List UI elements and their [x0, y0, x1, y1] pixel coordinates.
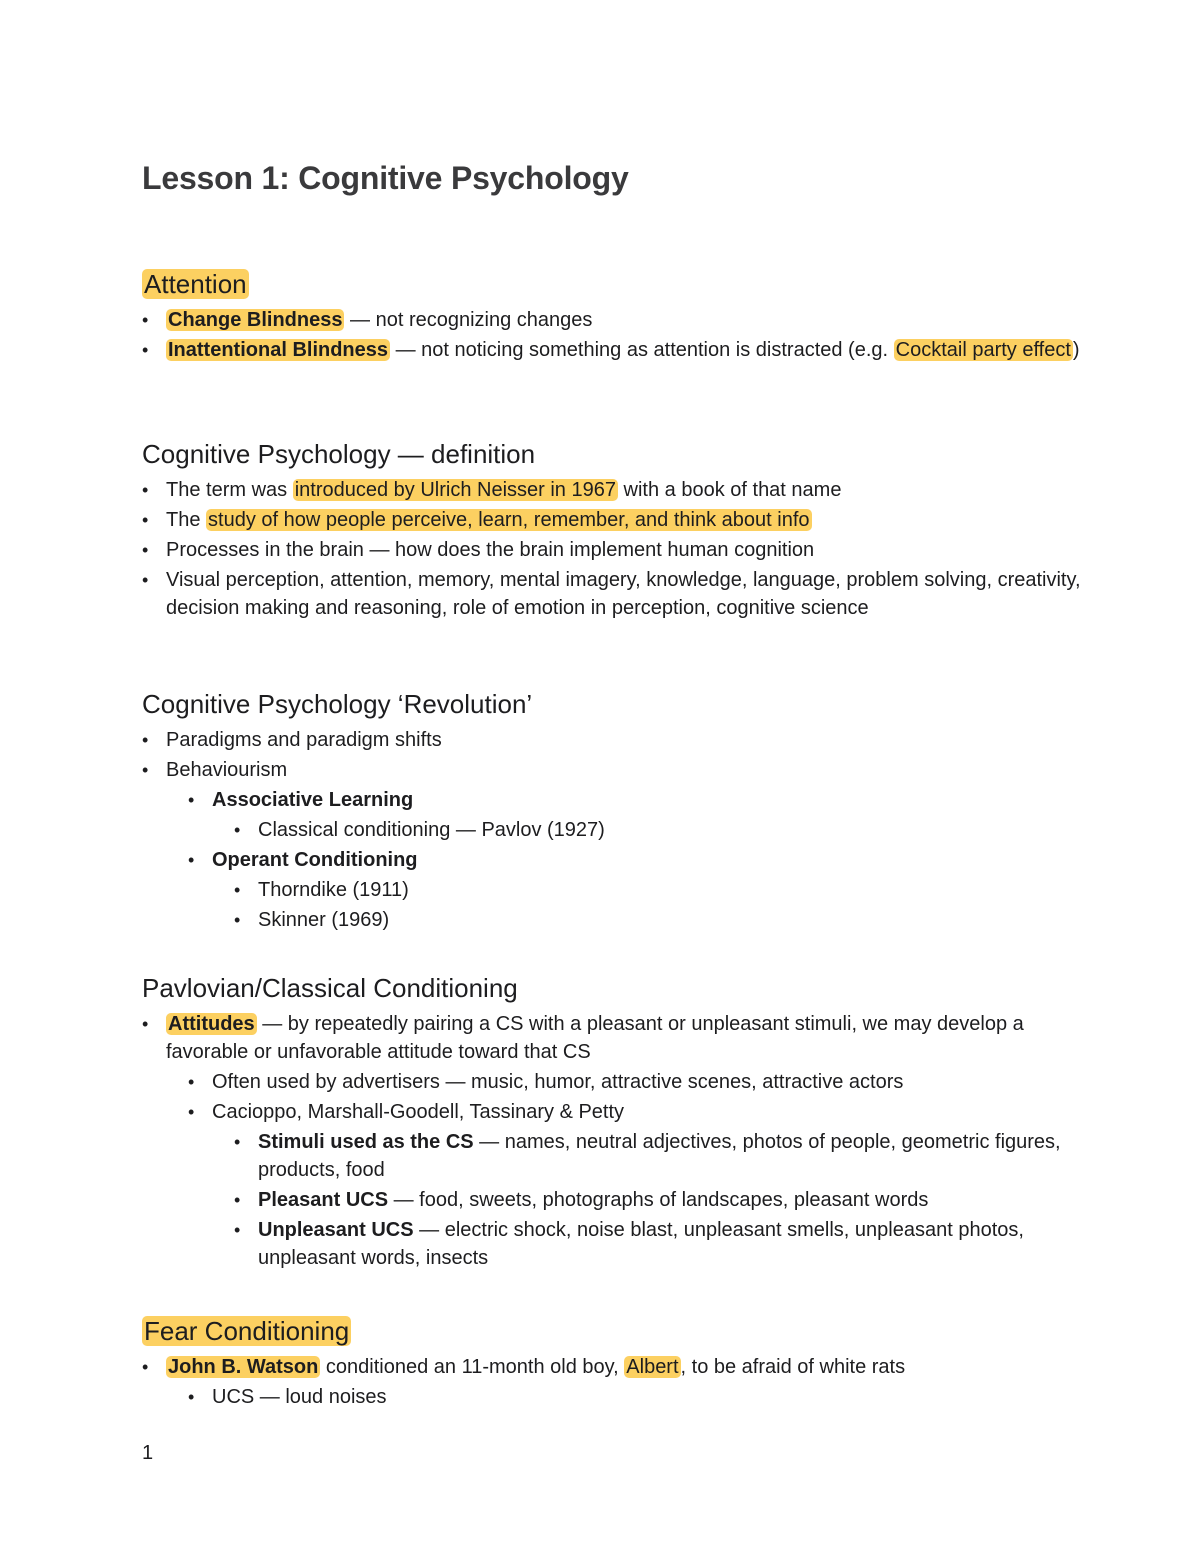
item-text: )	[1072, 339, 1080, 361]
bold-term: Stimuli used as the CS	[258, 1131, 474, 1153]
page-number: 1	[142, 1442, 154, 1464]
section-pavlovian	[142, 972, 1082, 1274]
page-title: Lesson 1: Cognitive Psychology	[142, 160, 629, 196]
bullet-list	[188, 846, 1082, 874]
section-heading: Cognitive Psychology — definition	[142, 439, 536, 469]
highlight: John B. Watson	[168, 1356, 319, 1378]
bold-term: Associative Learning	[212, 789, 414, 811]
item-text: — not recognizing changes	[344, 309, 593, 331]
list-item	[142, 506, 1082, 534]
bullet-list	[142, 306, 1082, 364]
list-item	[142, 1010, 1082, 1066]
highlight: Attitudes	[168, 1013, 255, 1035]
item-text: conditioned an 11-month old boy,	[320, 1356, 625, 1378]
section-attention	[142, 268, 1082, 366]
highlight: Inattentional Blindness	[168, 339, 389, 361]
list-item	[234, 1216, 1082, 1272]
list-item: • Cacioppo, Marshall-Goodell, Tassinary & Petty	[188, 1098, 1082, 1126]
section-heading	[142, 1315, 1082, 1347]
bullet-list	[142, 1353, 1082, 1381]
highlight: Albert	[626, 1356, 679, 1378]
bullet-list	[234, 816, 1082, 844]
list-item	[188, 786, 1082, 814]
highlight: Fear Conditioning	[144, 1316, 350, 1346]
list-item	[142, 336, 1082, 364]
bullet-list	[142, 726, 1082, 784]
bold-term: Operant Conditioning	[212, 849, 418, 871]
list-item: • Skinner (1969)	[234, 906, 1082, 934]
item-text: — by repeatedly pairing a CS with a pleasant or unpleasant stimuli, we may develop a favorable or unfavorable attitude toward that CS	[166, 1013, 1024, 1063]
highlight: Change Blindness	[168, 309, 343, 331]
list-item: • Classical conditioning — Pavlov (1927)	[234, 816, 1082, 844]
list-item: • Paradigms and paradigm shifts	[142, 726, 1082, 754]
list-item	[142, 1353, 1082, 1381]
item-text: The term was	[166, 479, 293, 501]
item-text: — food, sweets, photographs of landscapes, pleasant words	[388, 1189, 929, 1211]
highlight: Cocktail party effect	[895, 339, 1071, 361]
list-item: • Thorndike (1911)	[234, 876, 1082, 904]
bullet-list	[188, 786, 1082, 814]
bullet-list	[142, 1010, 1082, 1066]
bullet-list	[142, 476, 1082, 622]
list-item	[142, 476, 1082, 504]
item-text: — names, neutral adjectives, photos of people, geometric figures, products, food	[258, 1131, 1061, 1181]
item-text: — not noticing something as attention is distracted (e.g.	[390, 339, 894, 361]
bullet-list	[188, 1383, 1082, 1411]
section-heading	[142, 268, 1082, 300]
section-definition	[142, 438, 1082, 624]
bold-term: Pleasant UCS	[258, 1189, 389, 1211]
bullet-list	[234, 1128, 1082, 1272]
bold-term: Unpleasant UCS	[258, 1219, 414, 1241]
bullet-list	[188, 1068, 1082, 1126]
section-revolution	[142, 688, 1082, 936]
list-item	[234, 1128, 1082, 1184]
list-item	[188, 846, 1082, 874]
list-item: • Behaviourism	[142, 756, 1082, 784]
list-item: • Visual perception, attention, memory, mental imagery, knowledge, language, problem solving, creativity, decision making and reasoning, role of emotion in perception, cognitive science	[142, 566, 1082, 622]
item-text: The	[166, 509, 207, 531]
highlight: study of how people perceive, learn, remember, and think about info	[208, 509, 810, 531]
item-text: — electric shock, noise blast, unpleasant smells, unpleasant photos, unpleasant words, insects	[258, 1219, 1024, 1269]
list-item: • UCS — loud noises	[188, 1383, 1082, 1411]
highlight: Attention	[144, 269, 247, 299]
list-item: • Often used by advertisers — music, humor, attractive scenes, attractive actors	[188, 1068, 1082, 1096]
bullet-list	[234, 876, 1082, 934]
item-text: , to be afraid of white rats	[680, 1356, 906, 1378]
list-item	[234, 1186, 1082, 1214]
section-fear	[142, 1315, 1082, 1413]
highlight: introduced by Ulrich Neisser in 1967	[294, 479, 616, 501]
list-item	[142, 306, 1082, 334]
list-item: • Processes in the brain — how does the brain implement human cognition	[142, 536, 1082, 564]
section-heading: Cognitive Psychology ‘Revolution’	[142, 689, 533, 719]
section-heading: Pavlovian/Classical Conditioning	[142, 973, 518, 1003]
item-text: with a book of that name	[617, 479, 842, 501]
